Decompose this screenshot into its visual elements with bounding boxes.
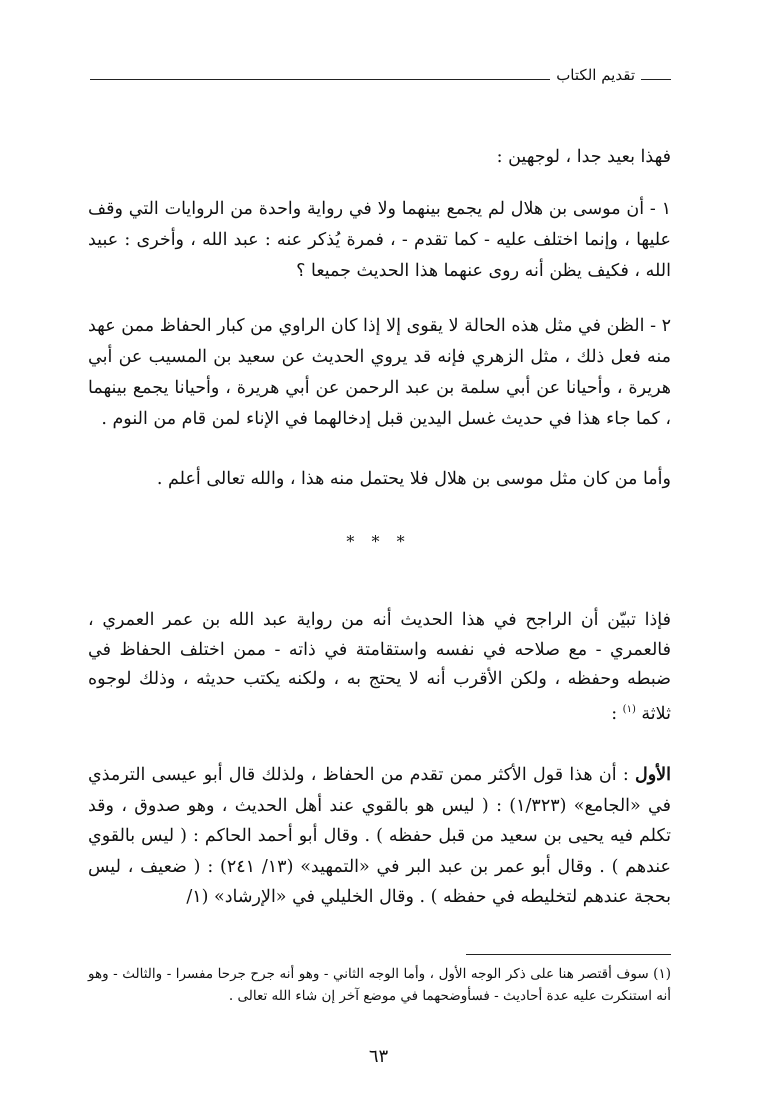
paragraph-conclusion: وأما من كان مثل موسى بن هلال فلا يحتمل منه هذا ، والله تعالى أعلم . <box>156 469 671 489</box>
paragraph-intro: فهذا بعيد جدا ، لوجهين : <box>496 147 671 167</box>
first-reason-heading: الأول <box>634 765 671 785</box>
paragraph-point-1: ١ - أن موسى بن هلال لم يجمع بينهما ولا في رواية واحدة من الروايات التي وقف عليها ، وإنما اختلف عليه - كما تقدم - ، فمرة يُذكر عنه : عبد الله ، وأخرى : عبيد الله ، فكيف يظن أنه روى عنهما هذا الحديث جميعا ؟ <box>88 199 671 281</box>
footnote-reference[interactable]: (١) <box>622 703 636 715</box>
paragraph-point-2: ٢ - الظن في مثل هذه الحالة لا يقوى إلا إذا كان الراوي من كبار الحفاظ ممن عهد منه فعل ذلك ، مثل الزهري فإنه قد يروي الحديث عن سعيد بن المسيب عن أبي هريرة ، وأحيانا عن أبي سلمة بن عبد الرحمن عن أبي هريرة ، وأحيانا يجمع بينهما ، كما جاء هذا في حديث غسل اليدين قبل إدخالهما في الإناء لمن قام من النوم . <box>88 316 671 429</box>
footnote: (١) سوف أقتصر هنا على ذكر الوجه الأول ، وأما الوجه الثاني - وهو أنه جرح جرحا مفسرا - والثالث - وهو أنه استنكرت عليه عدة أحاديث - فسأوضحهما في موضع آخر إن شاء الله تعالى . <box>88 966 671 1004</box>
footnote-rule <box>466 954 671 955</box>
paragraph-first-reason <box>88 760 671 913</box>
running-header <box>90 66 671 86</box>
first-reason-text: : أن هذا قول الأكثر ممن تقدم من الحفاظ ، ولذلك قال أبو عيسى الترمذي في «الجامع» (١/٣٢٣) : ( ليس هو بالقوي عند أهل الحديث ، وهو صدوق ، وقد تكلم فيه يحيى بن سعيد من قبل حفظه ) . وقال أبو أحمد الحاكم : ( ليس بالقوي عندهم ) . وقال أبو عمر بن عبد البر في «التمهيد» (١٣/ ٢٤١) : ( ضعيف ، ليس بحجة عندهم لتخليطه في حفظه ) . وقال الخليلي في «الإرشاد» (١/ <box>88 765 671 907</box>
header-title: تقديم الكتاب <box>550 66 641 84</box>
paragraph-section-start-text: فإذا تبيّن أن الراجح في هذا الحديث أنه من رواية عبد الله بن عمر العمري ، فالعمري - مع صلاحه في نفسه واستقامتة في ذاته - ممن اختلف الحفاظ في ضبطه وحفظه ، ولكن الأقرب أنه لا يحتج به ، ولكنه يكتب حديثه ، وذلك لوجوه ثلاثة <box>88 610 671 724</box>
paragraph-section-start <box>88 606 671 729</box>
section-divider-stars: * * * <box>346 532 411 551</box>
page-number: ٦٣ <box>368 1046 389 1067</box>
header-dash <box>645 79 671 80</box>
paragraph-section-start-end: : <box>611 703 623 724</box>
